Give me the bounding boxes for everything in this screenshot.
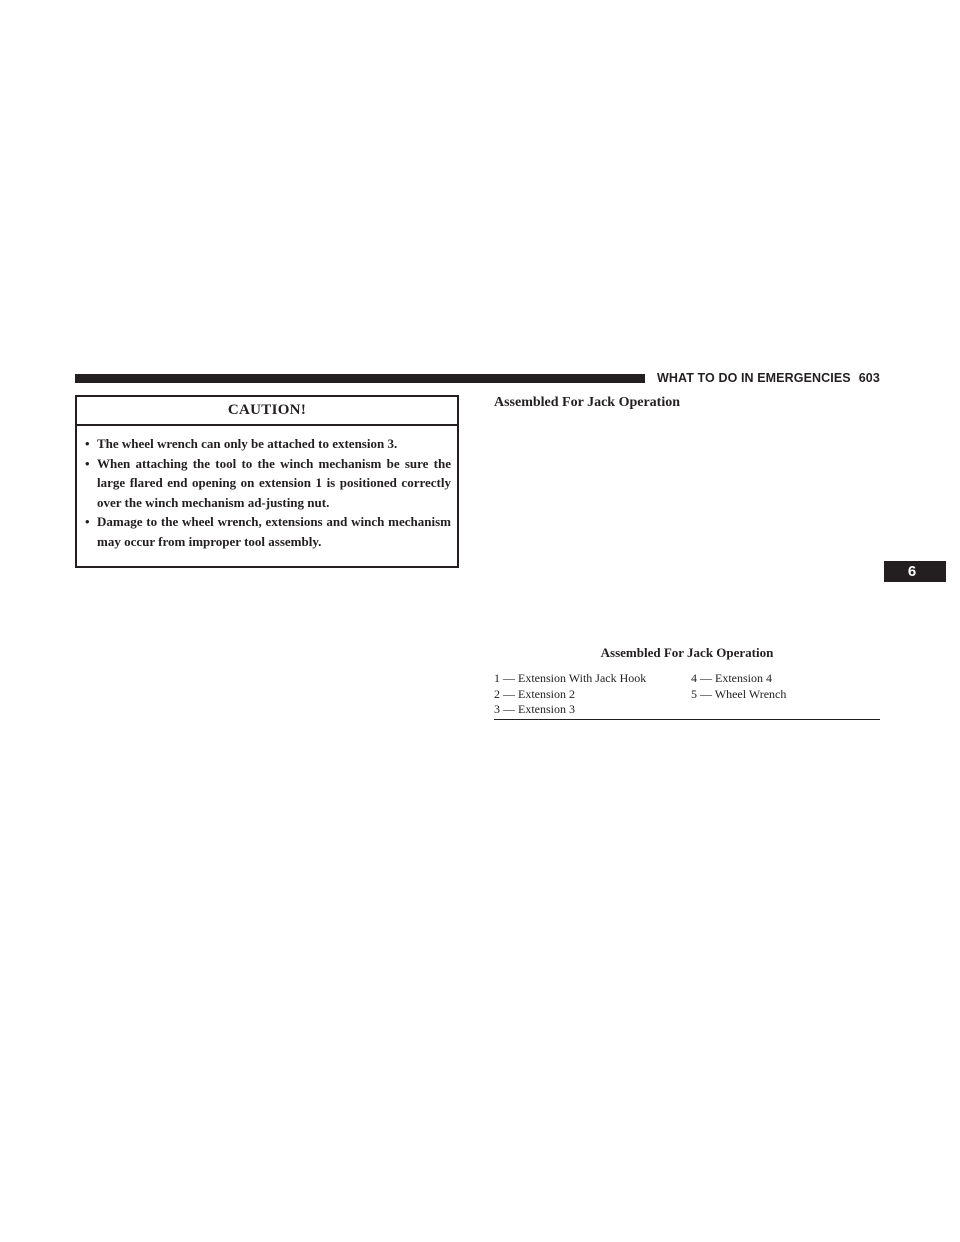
bullet-icon: • bbox=[85, 436, 90, 451]
legend-item: 2 — Extension 2 bbox=[494, 686, 575, 701]
chapter-tab: 6 bbox=[884, 561, 946, 582]
legend-column-left bbox=[494, 671, 646, 718]
bullet-icon: • bbox=[85, 514, 90, 529]
page-number: 603 bbox=[858, 371, 880, 385]
caution-list bbox=[77, 426, 457, 551]
caution-item: • When attaching the tool to the winch mechanism be sure the large flared end opening on extension 1 is positioned correctly over the winch mechanism ad-justing nut. bbox=[85, 455, 451, 510]
caution-item: • The wheel wrench can only be attached to extension 3. bbox=[85, 434, 451, 454]
legend-item: 3 — Extension 3 bbox=[494, 702, 575, 716]
section-title: WHAT TO DO IN EMERGENCIES bbox=[657, 371, 851, 385]
legend-item: 1 — Extension With Jack Hook bbox=[494, 671, 647, 685]
legend-divider bbox=[494, 719, 880, 720]
caution-title: CAUTION! bbox=[77, 397, 457, 426]
figure-illustration bbox=[494, 420, 880, 635]
caution-box bbox=[75, 395, 459, 568]
section-heading: Assembled For Jack Operation bbox=[494, 395, 681, 410]
running-header bbox=[657, 370, 880, 386]
header-rule bbox=[75, 374, 645, 383]
legend-column-right bbox=[691, 671, 786, 702]
caution-item: • Damage to the wheel wrench, extensions and winch mechanism may occur from improper tool assembly. bbox=[85, 514, 451, 549]
bullet-icon: • bbox=[85, 455, 90, 471]
legend-item: 4 — Extension 4 bbox=[691, 671, 772, 685]
figure-caption: Assembled For Jack Operation bbox=[600, 645, 774, 660]
legend-item: 5 — Wheel Wrench bbox=[691, 686, 787, 701]
